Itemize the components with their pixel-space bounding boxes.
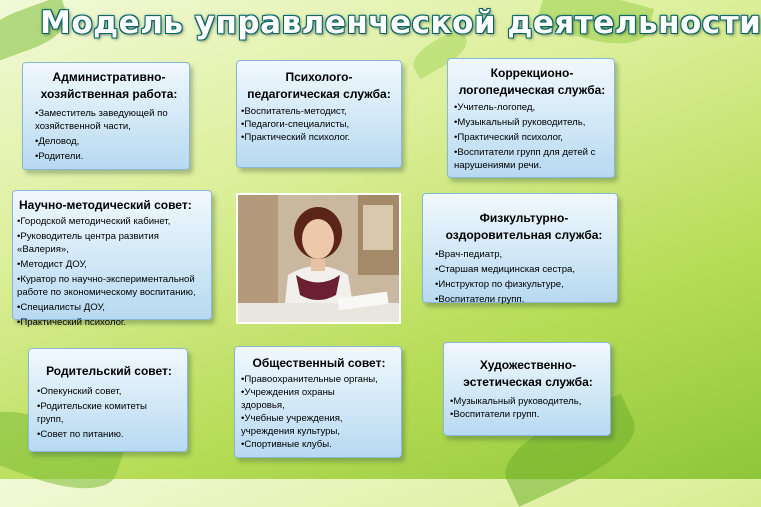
card-heading: Общественный совет: — [252, 356, 386, 370]
card-parents — [28, 348, 188, 452]
list-item: • Специалисты ДОУ, — [17, 301, 207, 314]
page-title: Модель управленческой деятельности — [40, 5, 761, 41]
card-admin — [22, 62, 190, 170]
card-health — [422, 193, 618, 303]
card-scientific-methodological — [12, 190, 212, 328]
list-item: • Воспитатель-методист, — [241, 105, 397, 118]
list-item: • Педагоги-специалисты, — [241, 118, 397, 131]
list-item: • Практический психолог, — [454, 131, 610, 144]
card-heading: Коррекционо- логопедическая служба: — [458, 66, 606, 97]
list-item: • Спортивные клубы. — [241, 438, 397, 451]
list-item: • Учебные учреждения, учреждения культуры, — [241, 412, 397, 438]
list-item: • Деловод, — [35, 135, 183, 148]
list-item: • Практический психолог. — [241, 131, 397, 144]
list-item: • Родители. — [35, 150, 183, 163]
list-item: • Инструктор по физкультуре, — [435, 278, 613, 291]
list-item: • Врач-педиатр, — [435, 248, 613, 261]
list-item: • Методист ДОУ, — [17, 258, 207, 271]
card-heading: Художественно- эстетическая служба: — [463, 358, 593, 389]
list-item: • Практический психолог. — [17, 316, 207, 329]
card-heading: Родительский совет: — [46, 364, 172, 378]
card-correction — [447, 58, 615, 178]
list-item: • Правоохранительные органы, — [241, 373, 397, 386]
list-item: • Совет по питанию. — [37, 428, 181, 441]
card-heading: Административно- хозяйственная работа: — [40, 70, 178, 101]
list-item: • Опекунский совет, — [37, 385, 181, 398]
list-item: • Куратор по научно-экспериментальной работе по экономическому воспитанию, — [17, 273, 207, 299]
list-item: • Воспитатели групп. — [435, 293, 613, 306]
list-item: • Учреждения охраны здоровья, — [241, 386, 397, 412]
list-item: • Музыкальный руководитель, — [454, 116, 610, 129]
list-item: • Заместитель заведующей по хозяйственной части, — [35, 107, 183, 133]
list-item: • Воспитатели групп для детей с нарушениями речи. — [454, 146, 610, 172]
list-item: • Городской методический кабинет, — [17, 215, 207, 228]
card-art — [443, 342, 611, 436]
list-item: • Воспитатели групп. — [450, 408, 606, 421]
card-heading: Научно-методический совет: — [19, 198, 192, 212]
card-heading: Физкультурно- оздоровительная служба: — [445, 211, 603, 242]
portrait-icon — [238, 195, 399, 322]
list-item: • Родительские комитеты групп, — [37, 400, 181, 426]
portrait-photo — [236, 193, 401, 324]
card-heading: Психолого- педагогическая служба: — [247, 70, 391, 101]
list-item: • Старшая медицинская сестра, — [435, 263, 613, 276]
card-psych — [236, 60, 402, 168]
card-public — [234, 346, 402, 458]
list-item: • Руководитель центра развития «Валерия», — [17, 230, 207, 256]
list-item: • Учитель-логопед, — [454, 101, 610, 114]
list-item: • Музыкальный руководитель, — [450, 395, 606, 408]
